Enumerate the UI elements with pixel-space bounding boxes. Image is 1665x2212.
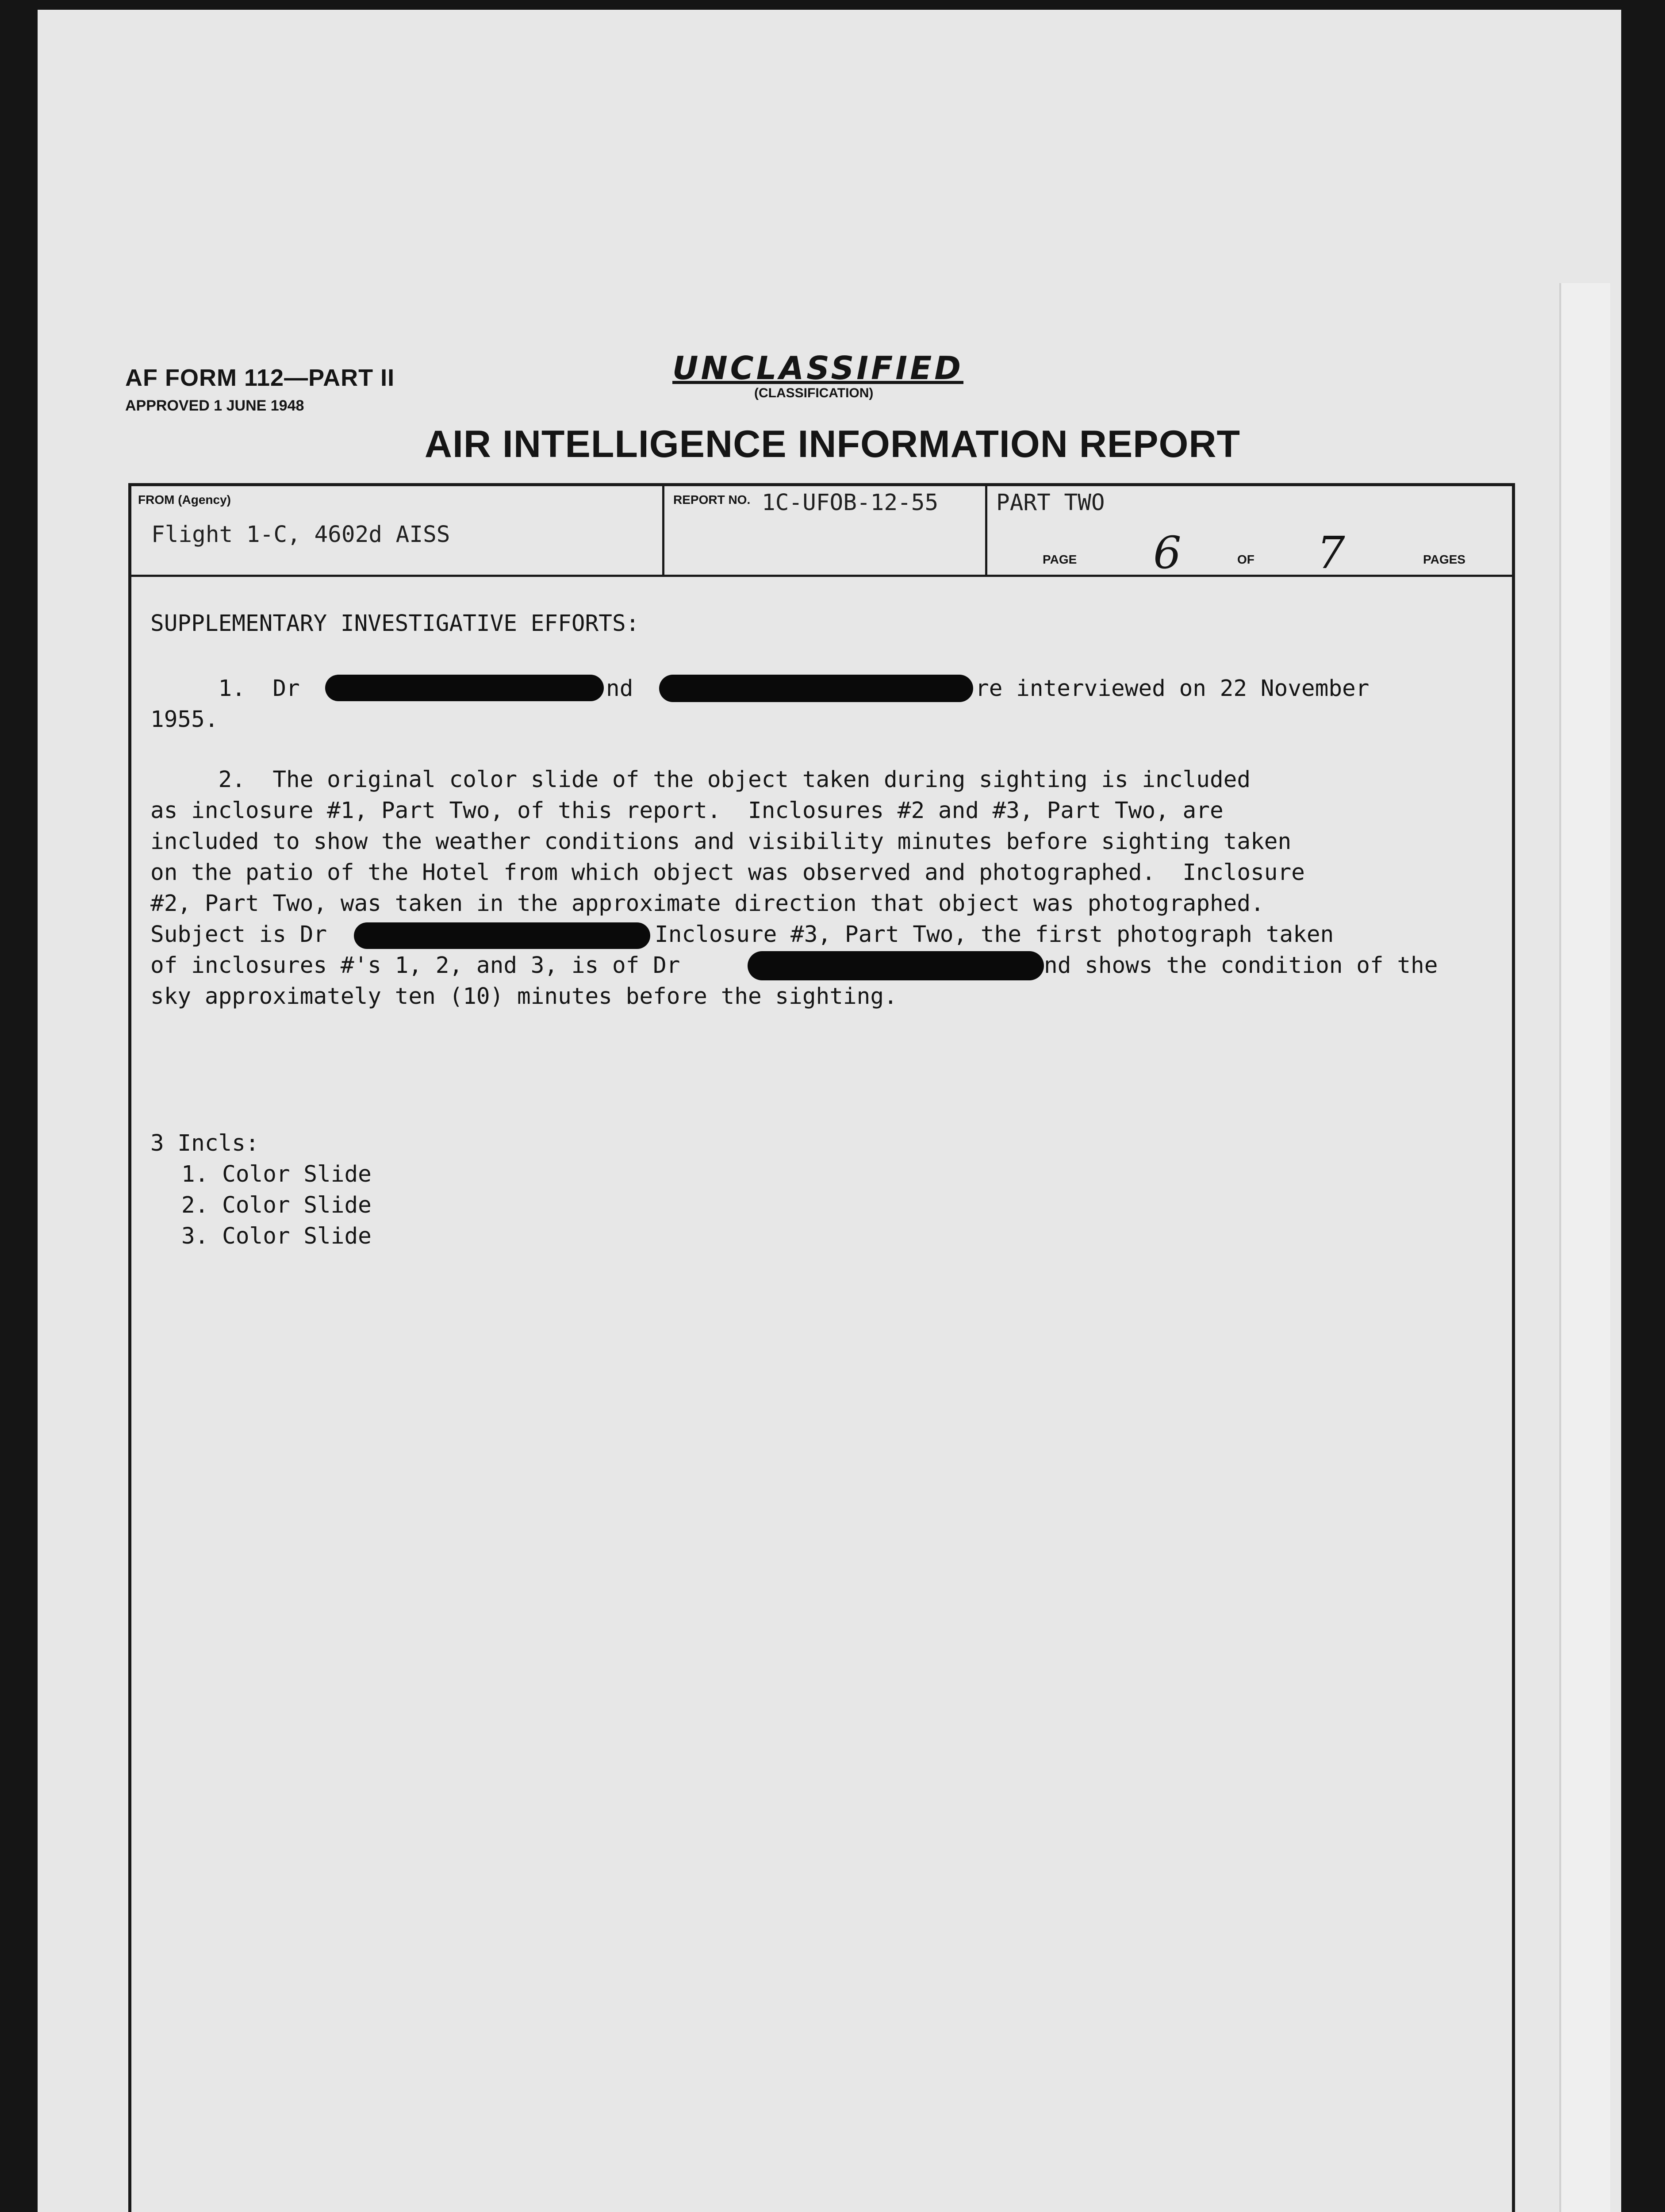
paragraph-2-line-5: #2, Part Two, was taken in the approximate direction that object was photographed.	[150, 891, 1264, 917]
report-no-label: REPORT NO.	[673, 493, 751, 507]
redaction-bar	[325, 675, 604, 701]
paragraph-2-line-7-prefix: of inclosures #'s 1, 2, and 3, is of Dr	[150, 952, 680, 979]
paragraph-2-line-3: included to show the weather conditions and visibility minutes before sighting taken	[150, 829, 1292, 855]
inclosure-item: 1. Color Slide	[181, 1161, 372, 1187]
report-frame	[128, 483, 1515, 2212]
paragraph-1-line-2: 1955.	[150, 707, 219, 733]
form-approved-date: APPROVED 1 JUNE 1948	[125, 397, 304, 414]
section-heading: SUPPLEMENTARY INVESTIGATIVE EFFORTS:	[150, 611, 640, 637]
page-total: 7	[1317, 527, 1345, 579]
report-no-value: 1C-UFOB-12-55	[762, 490, 939, 516]
pages-label: PAGES	[1423, 553, 1466, 566]
header-divider	[131, 575, 1512, 577]
from-value: Flight 1-C, 4602d AISS	[151, 522, 450, 548]
paragraph-1-prefix: 1. Dr	[150, 676, 300, 702]
paragraph-2-line-4: on the patio of the Hotel from which object was observed and photographed. Inclosure	[150, 860, 1305, 886]
from-label: FROM (Agency)	[138, 493, 231, 507]
form-id: AF FORM 112—PART II	[125, 365, 395, 391]
paragraph-2-line-6-prefix: Subject is Dr	[150, 922, 327, 948]
redaction-bar	[354, 922, 650, 949]
page-label: PAGE	[1043, 553, 1077, 566]
paragraph-2-line-8: sky approximately ten (10) minutes before the sighting.	[150, 983, 898, 1010]
page-number: 6	[1153, 527, 1182, 579]
paper-edge	[1561, 283, 1610, 2212]
paragraph-1-line-1	[150, 673, 300, 704]
paragraph-2-line-2: as inclosure #1, Part Two, of this report. Inclosures #2 and #3, Part Two, are	[150, 798, 1224, 824]
classification-stamp-top: UNCLASSIFIED	[672, 349, 964, 387]
page-divider	[1559, 283, 1561, 2212]
report-title: AIR INTELLIGENCE INFORMATION REPORT	[424, 423, 1241, 465]
inclosure-item: 3. Color Slide	[181, 1223, 372, 1249]
paragraph-1-suffix: re interviewed on 22 November	[975, 676, 1370, 702]
classification-caption-top: (CLASSIFICATION)	[754, 386, 874, 400]
part-value: PART TWO	[996, 490, 1105, 516]
paragraph-1-mid: nd	[606, 676, 633, 702]
paragraph-2-line-7-suffix: nd shows the condition of the	[1044, 952, 1438, 979]
redaction-bar	[659, 675, 973, 702]
inclosure-item: 2. Color Slide	[181, 1192, 372, 1218]
redaction-bar	[748, 951, 1044, 980]
of-label: OF	[1237, 553, 1255, 566]
paragraph-2-line-1: 2. The original color slide of the object taken during sighting is included	[150, 767, 1251, 793]
inclosures-title: 3 Incls:	[150, 1130, 259, 1156]
header-column-divider	[662, 486, 664, 575]
paragraph-2-line-6-suffix: Inclosure #3, Part Two, the first photograph taken	[655, 922, 1334, 948]
header-column-divider	[985, 486, 987, 575]
